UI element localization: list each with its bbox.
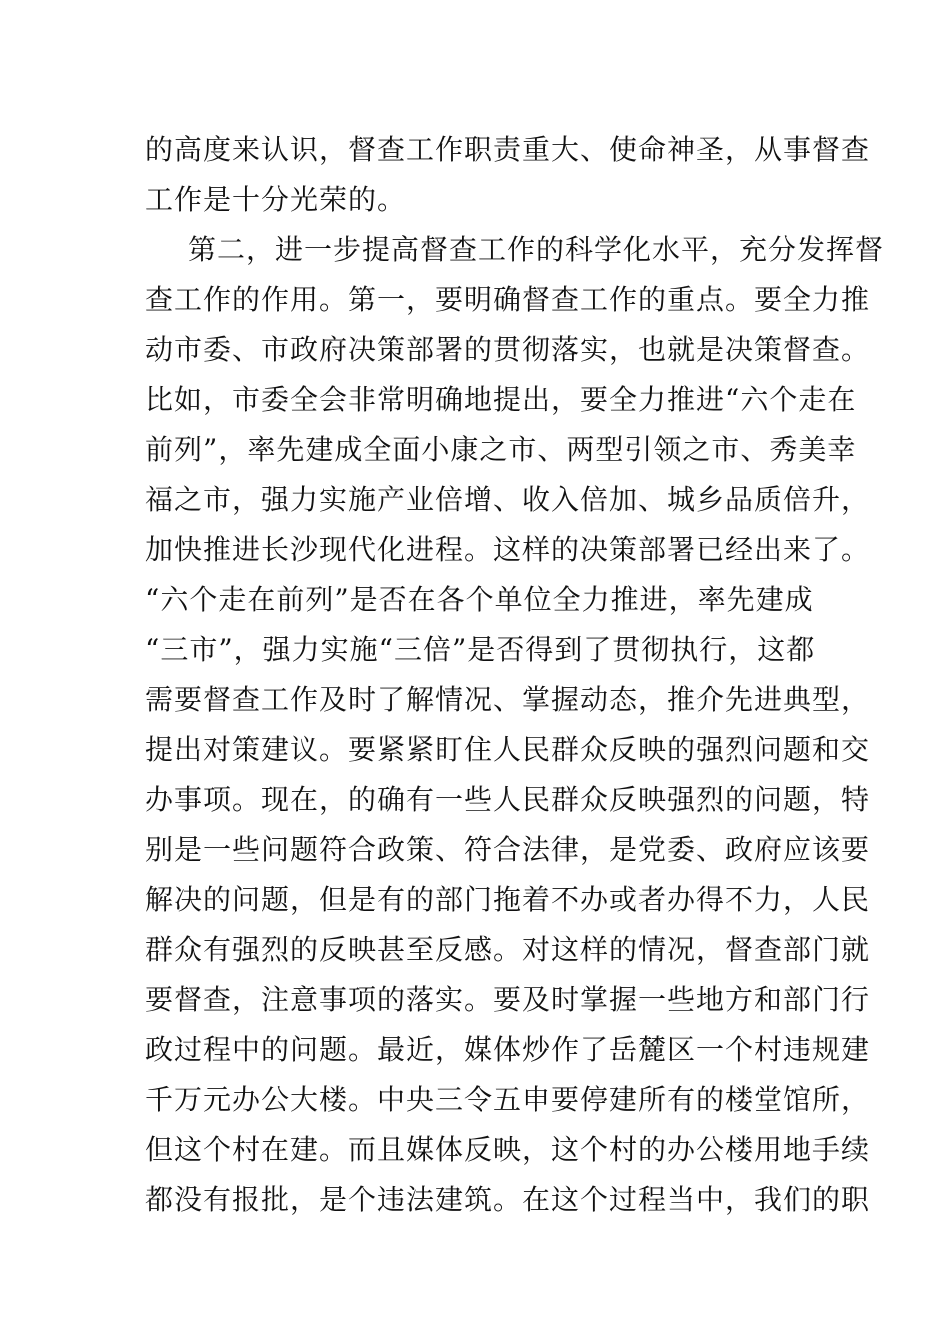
text-line: 比如，市委全会非常明确地提出，要全力推进“六个走在 xyxy=(145,383,857,416)
text-line: 解决的问题，但是有的部门拖着不办或者办得不力，人民 xyxy=(145,883,871,916)
text-line: 办事项。现在，的确有一些人民群众反映强烈的问题，特 xyxy=(145,783,871,816)
text-line: “六个走在前列”是否在各个单位全力推进，率先建成 xyxy=(145,583,814,616)
text-line: 要督查，注意事项的落实。要及时掌握一些地方和部门行 xyxy=(145,983,871,1016)
text-line: 查工作的作用。第一，要明确督查工作的重点。要全力推 xyxy=(145,283,871,316)
text-line: “三市”，强力实施“三倍”是否得到了贯彻执行，这都 xyxy=(145,633,816,666)
text-line: 工作是十分光荣的。 xyxy=(145,183,407,216)
text-line: 需要督查工作及时了解情况、掌握动态，推介先进典型， xyxy=(145,683,871,716)
text-line: 动市委、市政府决策部署的贯彻落实，也就是决策督查。 xyxy=(145,333,871,366)
text-line: 但这个村在建。而且媒体反映，这个村的办公楼用地手续 xyxy=(145,1133,871,1166)
text-line: 群众有强烈的反映甚至反感。对这样的情况，督查部门就 xyxy=(145,933,871,966)
text-line: 别是一些问题符合政策、符合法律，是党委、政府应该要 xyxy=(145,833,871,866)
text-line: 千万元办公大楼。中央三令五申要停建所有的楼堂馆所， xyxy=(145,1083,871,1116)
text-line: 的高度来认识，督查工作职责重大、使命神圣，从事督查 xyxy=(145,133,871,166)
text-line: 前列”，率先建成全面小康之市、两型引领之市、秀美幸 xyxy=(145,433,857,466)
text-line: 福之市，强力实施产业倍增、收入倍加、城乡品质倍升， xyxy=(145,483,871,516)
text-line: 都没有报批，是个违法建筑。在这个过程当中，我们的职 xyxy=(145,1183,871,1216)
paragraph-start-line: 第二，进一步提高督查工作的科学化水平，充分发挥督 xyxy=(188,233,885,266)
text-line: 加快推进长沙现代化进程。这样的决策部署已经出来了。 xyxy=(145,533,871,566)
text-line: 政过程中的问题。最近，媒体炒作了岳麓区一个村违规建 xyxy=(145,1033,871,1066)
text-line: 提出对策建议。要紧紧盯住人民群众反映的强烈问题和交 xyxy=(145,733,871,766)
